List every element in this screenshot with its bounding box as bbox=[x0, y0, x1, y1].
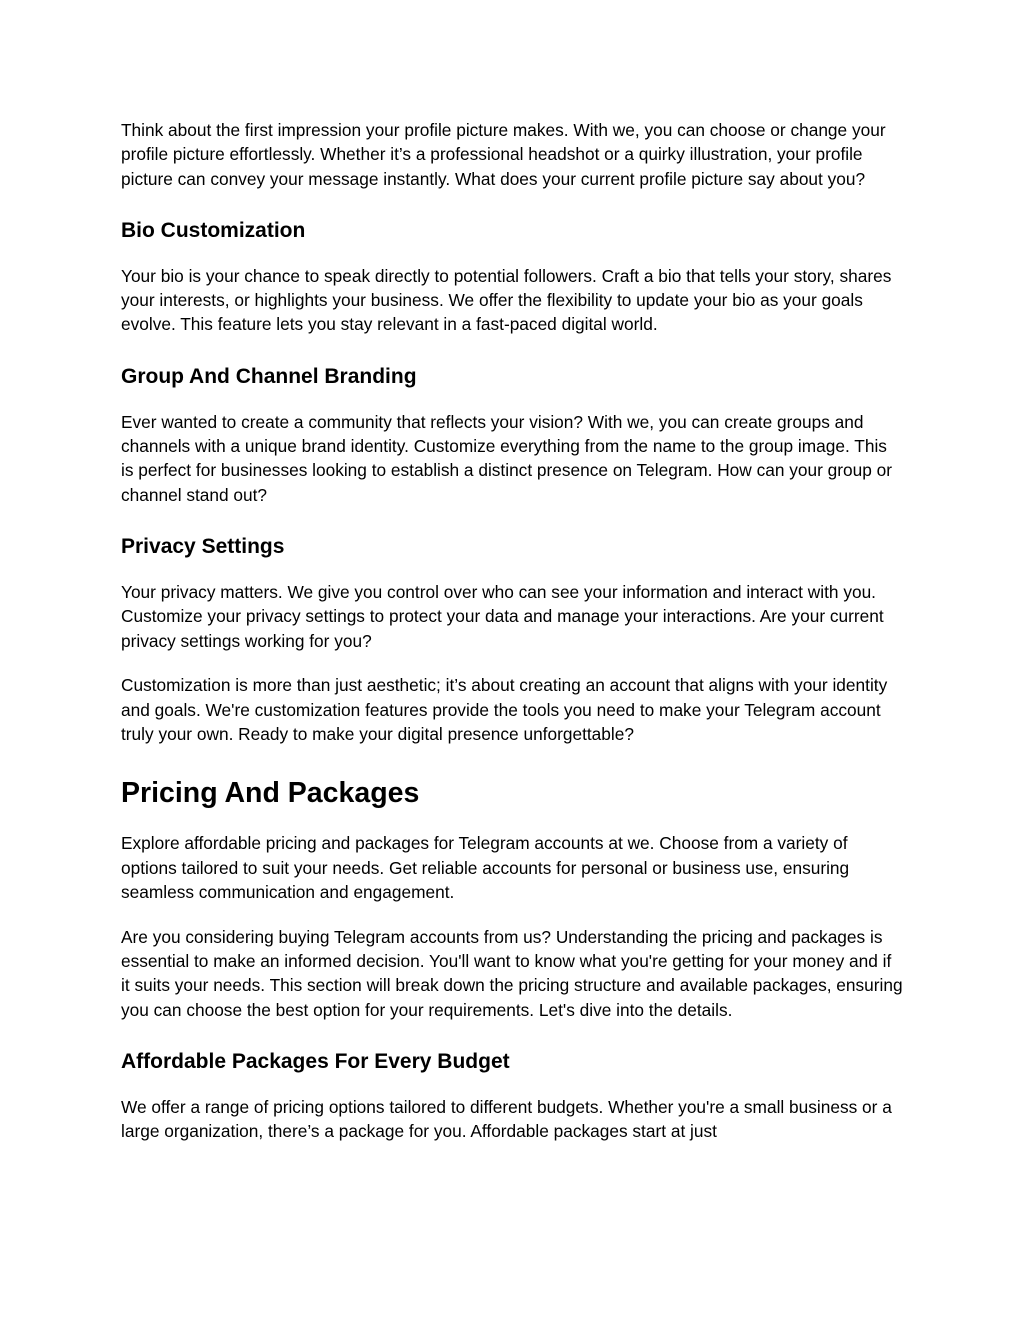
privacy-settings-paragraph: Your privacy matters. We give you control over who can see your information and interact with you. Customize your privacy settings to protect your data and manage your interactions. Are your current privacy settings working for you? bbox=[121, 581, 884, 651]
privacy-settings-heading: Privacy Settings bbox=[121, 534, 285, 558]
group-branding-heading: Group And Channel Branding bbox=[121, 364, 417, 388]
bio-customization-heading: Bio Customization bbox=[121, 218, 306, 242]
affordable-packages-heading: Affordable Packages For Every Budget bbox=[121, 1049, 510, 1073]
customization-closing-paragraph: Customization is more than just aesthetic; it’s about creating an account that aligns with your identity and goals. We're customization features provide the tools you need to make your Telegram account truly your own. Ready to make your digital presence unforgettable? bbox=[121, 675, 888, 744]
pricing-paragraph-2: Are you considering buying Telegram accounts from us? Understanding the pricing and packages is essential to make an informed decision. You'll want to know what you're getting for your money and if it suits your needs. This section will break down the pricing structure and available packages, ensuring you can choose the best option for your requirements. Let's dive into the details. bbox=[121, 926, 903, 1020]
pricing-paragraph-1: Explore affordable pricing and packages for Telegram accounts at we. Choose from a variety of options tailored to suit your needs. Get reliable accounts for personal or business use, ensuring seamless communication and engagement. bbox=[121, 833, 850, 902]
bio-customization-paragraph: Your bio is your chance to speak directly to potential followers. Craft a bio that tells your story, shares your interests, or highlights your business. We offer the flexibility to update your bio as your goals evolve. This feature lets you stay relevant in a fast-paced digital world. bbox=[121, 265, 892, 335]
affordable-packages-paragraph: We offer a range of pricing options tailored to different budgets. Whether you're a small business or a large organization, there’s a package for you. Affordable packages start at just bbox=[121, 1096, 892, 1142]
pricing-packages-heading: Pricing And Packages bbox=[121, 777, 420, 810]
group-branding-paragraph: Ever wanted to create a community that reflects your vision? With we, you can create groups and channels with a unique brand identity. Customize everything from the name to the group image. This is perfect for businesses looking to establish a distinct presence on Telegram. How can your group or channel stand out? bbox=[121, 411, 893, 505]
document-page bbox=[121, 118, 903, 1143]
intro-paragraph: Think about the first impression your profile picture makes. With we, you can choose or change your profile picture effortlessly. Whether it’s a professional headshot or a quirky illustration, your profile picture can convey your message instantly. What does your current profile picture say about you? bbox=[121, 120, 886, 189]
